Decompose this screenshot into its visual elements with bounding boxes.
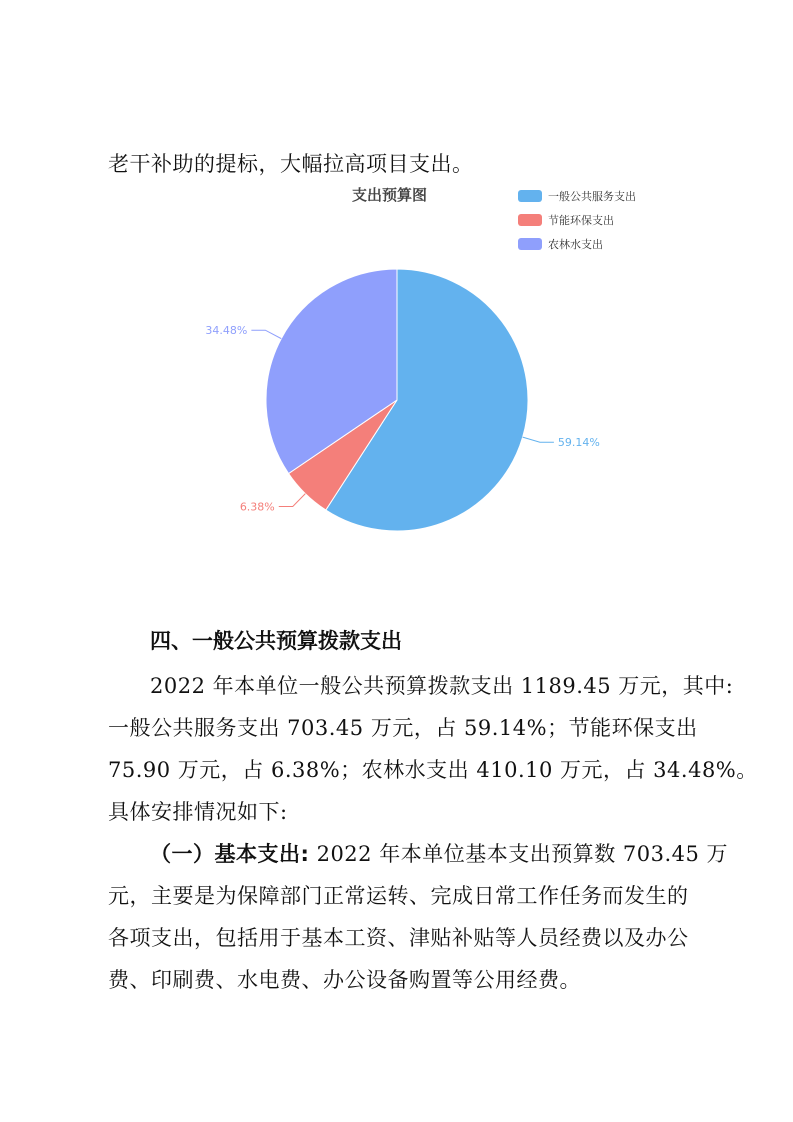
legend-label-agriculture-forestry-water: 农林水支出: [548, 238, 603, 251]
para2-line-2: 元，主要是为保障部门正常运转、完成日常工作任务而发生的: [108, 884, 689, 908]
legend-label-energy-environment: 节能环保支出: [548, 214, 614, 227]
para1-line-3: 75.90 万元，占 6.38%；农林水支出 410.10 万元，占 34.48%。: [108, 758, 758, 782]
para2-line-4: 费、印刷费、水电费、办公设备购置等公用经费。: [108, 968, 581, 992]
pie-leader-agriculture-forestry-water: [251, 330, 281, 338]
para2-lead: （一）基本支出:: [150, 842, 310, 866]
para1-line-2: 一般公共服务支出 703.45 万元，占 59.14%；节能环保支出: [108, 716, 698, 740]
text-line-top: 老干补助的提标，大幅拉高项目支出。: [108, 152, 474, 176]
chart-title: 支出预算图: [352, 186, 428, 204]
pie-label-general-public-services: 59.14%: [557, 436, 600, 450]
para2-line-1: [150, 838, 728, 868]
para2-line-1-rest: 2022 年本单位基本支出预算数 703.45 万: [309, 842, 729, 866]
para2-line-3: 各项支出，包括用于基本工资、津贴补贴等人员经费以及办公: [108, 926, 689, 950]
pie-label-energy-environment: 6.38%: [239, 500, 275, 514]
legend-label-general-public-services: 一般公共服务支出: [548, 190, 636, 203]
pie-leader-general-public-services: [523, 437, 554, 442]
pie-leader-energy-environment: [279, 494, 306, 507]
para1-line-4: 具体安排情况如下:: [108, 800, 288, 824]
pie-label-agriculture-forestry-water: 34.48%: [205, 324, 248, 338]
section-heading: 四、一般公共预算拨款支出: [150, 629, 402, 653]
para1-line-1: 2022 年本单位一般公共预算拨款支出 1189.45 万元，其中:: [150, 674, 734, 698]
